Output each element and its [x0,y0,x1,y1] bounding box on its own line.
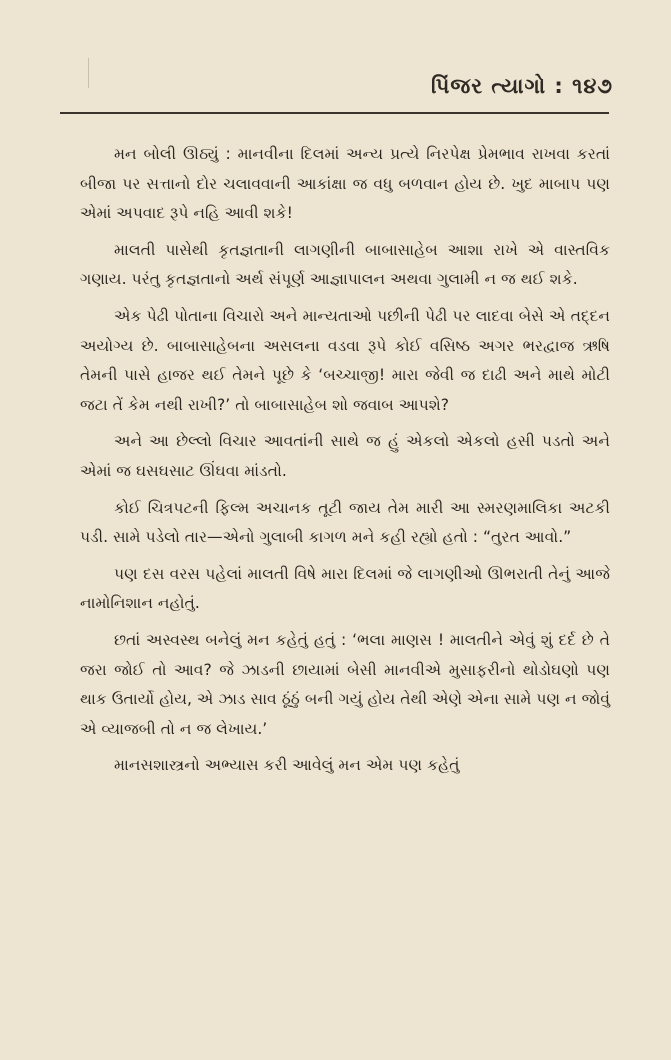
paragraph: માનસશાસ્ત્રનો અભ્યાસ કરી આવેલું મન એમ પણ કહેતું [114,756,460,775]
page-margin-mark [88,58,89,88]
paragraph: મન બોલી ઊઠ્યું : માનવીના દિલમાં અન્ય પ્રત્યે નિરપેક્ષ પ્રેમભાવ રાખવા કરતાં બીજા પર સત્તાનો દોર ચલાવવાની આકાંક્ષા જ વધુ બળવાન હોય છે. ખુદ માબાપ પણ એમાં અપવાદ રૂપે નહિ આવી શકે! [80,145,610,223]
paragraph: એક પેઢી પોતાના વિચારો અને માન્યતાઓ પછીની પેઢી પર લાદવા બેસે એ તદ્દન અયોગ્ય છે. બાબાસાહેબના અસલના વડવા રૂપે કોઈ વસિષ્ઠ અગર ભરદ્વાજ ઋષિ તેમની પાસે હાજર થઈ તેમને પૂછે કે ‘બચ્ચાજી! મારા જેવી જ દાઢી અને માથે મોટી જટા તેં કેમ નથી રાખી?’ તો બાબાસાહેબ શો જવાબ આપશે? [80,306,610,414]
header-rule [60,112,609,114]
running-header: પિંજર ત્યાગો : ૧૪૭ [430,74,613,98]
paragraph: માલતી પાસેથી કૃતજ્ઞતાની લાગણીની બાબાસાહેબ આશા રાખે એ વાસ્તવિક ગણાય. પરંતુ કૃતજ્ઞતાનો અર્થ સંપૂર્ણ આજ્ઞાપાલન અથવા ગુલામી ન જ થઈ શકે. [80,240,610,289]
paragraph: અને આ છેલ્લો વિચાર આવતાંની સાથે જ હું એકલો એકલો હસી પડતો અને એમાં જ ઘસઘસાટ ઊંઘવા માંડતો. [80,432,610,480]
page-body [80,140,610,788]
paragraph: કોઈ ચિત્રપટની ફિલ્મ અચાનક તૂટી જાય તેમ મારી આ સ્મરણમાલિકા અટકી પડી. સામે પડેલો તાર—એનો ગુલાબી કાગળ મને કહી રહ્યો હતો : “તુરત આવો.” [80,498,610,547]
paragraph: છતાં અસ્વસ્થ બનેલું મન કહેતું હતું : ‘ભલા માણસ ! માલતીને એવું શું દર્દ છે તે જરા જોઈ તો આવ? જે ઝાડની છાયામાં બેસી માનવીએ મુસાફરીનો થોડોઘણો પણ થાક ઉતાર્યો હોય, એ ઝાડ સાવ ઠૂંઠું બની ગયું હોય તેથી એણે એના સામે પણ ન જોવું એ વ્યાજબી તો ન જ લેખાય.’ [80,630,610,738]
paragraph: પણ દસ વરસ પહેલાં માલતી વિષે મારા દિલમાં જે લાગણીઓ ઊભરાતી તેનું આજે નામોનિશાન નહોતું. [80,564,610,613]
